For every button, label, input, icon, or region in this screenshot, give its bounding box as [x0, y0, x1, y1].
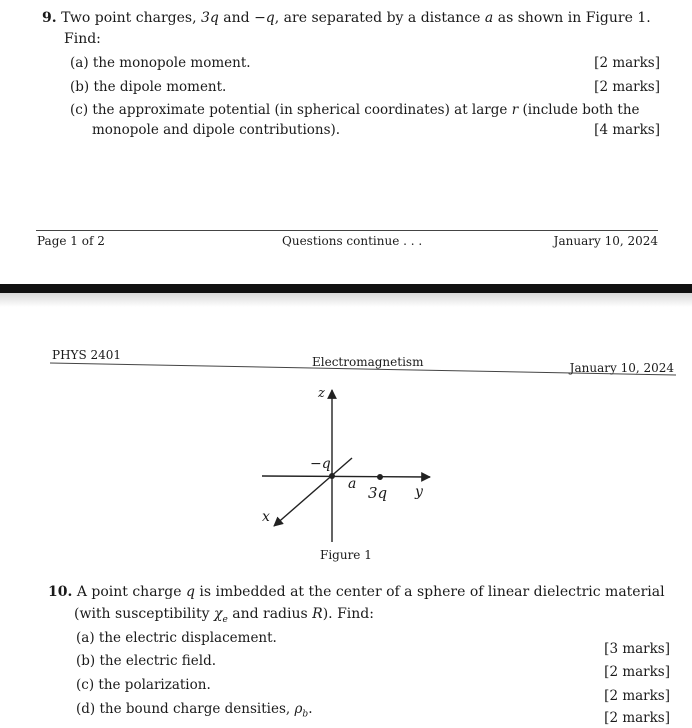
footer-center: Questions continue . . .	[282, 234, 423, 248]
q10-part-c-marks: [2 marks]	[604, 688, 670, 704]
header-date: January 10, 2024	[569, 361, 674, 375]
q10-stem-line2: (with susceptibility $\chi_e$ and radius R). Find:	[74, 606, 374, 625]
header-subject: Electromagnetism	[312, 355, 424, 369]
q9-part-c: (c) the approximate potential (in spherical coordinates) at large r (include both the	[70, 102, 640, 118]
q10-part-d-marks: [2 marks]	[604, 710, 670, 726]
z-axis-label: z	[318, 386, 325, 401]
q10-part-a: (a) the electric displacement.	[76, 630, 277, 646]
y-axis-label: y	[415, 484, 423, 500]
header-course: PHYS 2401	[52, 348, 122, 362]
q9-part-b: (b) the dipole moment.	[70, 79, 227, 95]
q10-part-c: (c) the polarization.	[76, 677, 211, 693]
figure-caption: Figure 1	[320, 548, 372, 562]
q10-part-b: (b) the electric field.	[76, 653, 217, 669]
footer-page: Page 1 of 2	[37, 234, 105, 248]
q10-part-d: (d) the bound charge densities, $\rho_b$.	[76, 701, 313, 720]
y-axis	[262, 476, 430, 477]
charge-neg-label: −q	[310, 456, 331, 472]
q9-part-a-marks: [2 marks]	[594, 55, 660, 71]
q9-part-b-marks: [2 marks]	[594, 79, 660, 95]
q9-stem: 9. Two point charges, 3q and −q, are separated by a distance a as shown in Figure 1.	[42, 10, 651, 26]
charge-neg-dot	[329, 473, 335, 479]
q9-find: Find:	[64, 31, 101, 47]
q9-number: 9.	[42, 10, 57, 26]
charge-pos-dot	[377, 474, 383, 480]
footer-date: January 10, 2024	[553, 234, 658, 248]
charge-pos-label: 3q	[368, 484, 388, 502]
q9-part-c-line2: monopole and dipole contributions).	[92, 122, 341, 138]
q10-part-b-marks: [2 marks]	[604, 664, 670, 680]
x-axis-label: x	[262, 509, 270, 525]
q10-stem: 10. A point charge q is imbedded at the center of a sphere of linear dielectric material	[48, 584, 665, 600]
distance-label: a	[348, 476, 357, 492]
q9-part-a: (a) the monopole moment.	[70, 55, 251, 71]
q10-number: 10.	[48, 584, 73, 600]
q10-part-a-marks: [3 marks]	[604, 641, 670, 657]
q9-part-c-marks: [4 marks]	[594, 122, 660, 138]
